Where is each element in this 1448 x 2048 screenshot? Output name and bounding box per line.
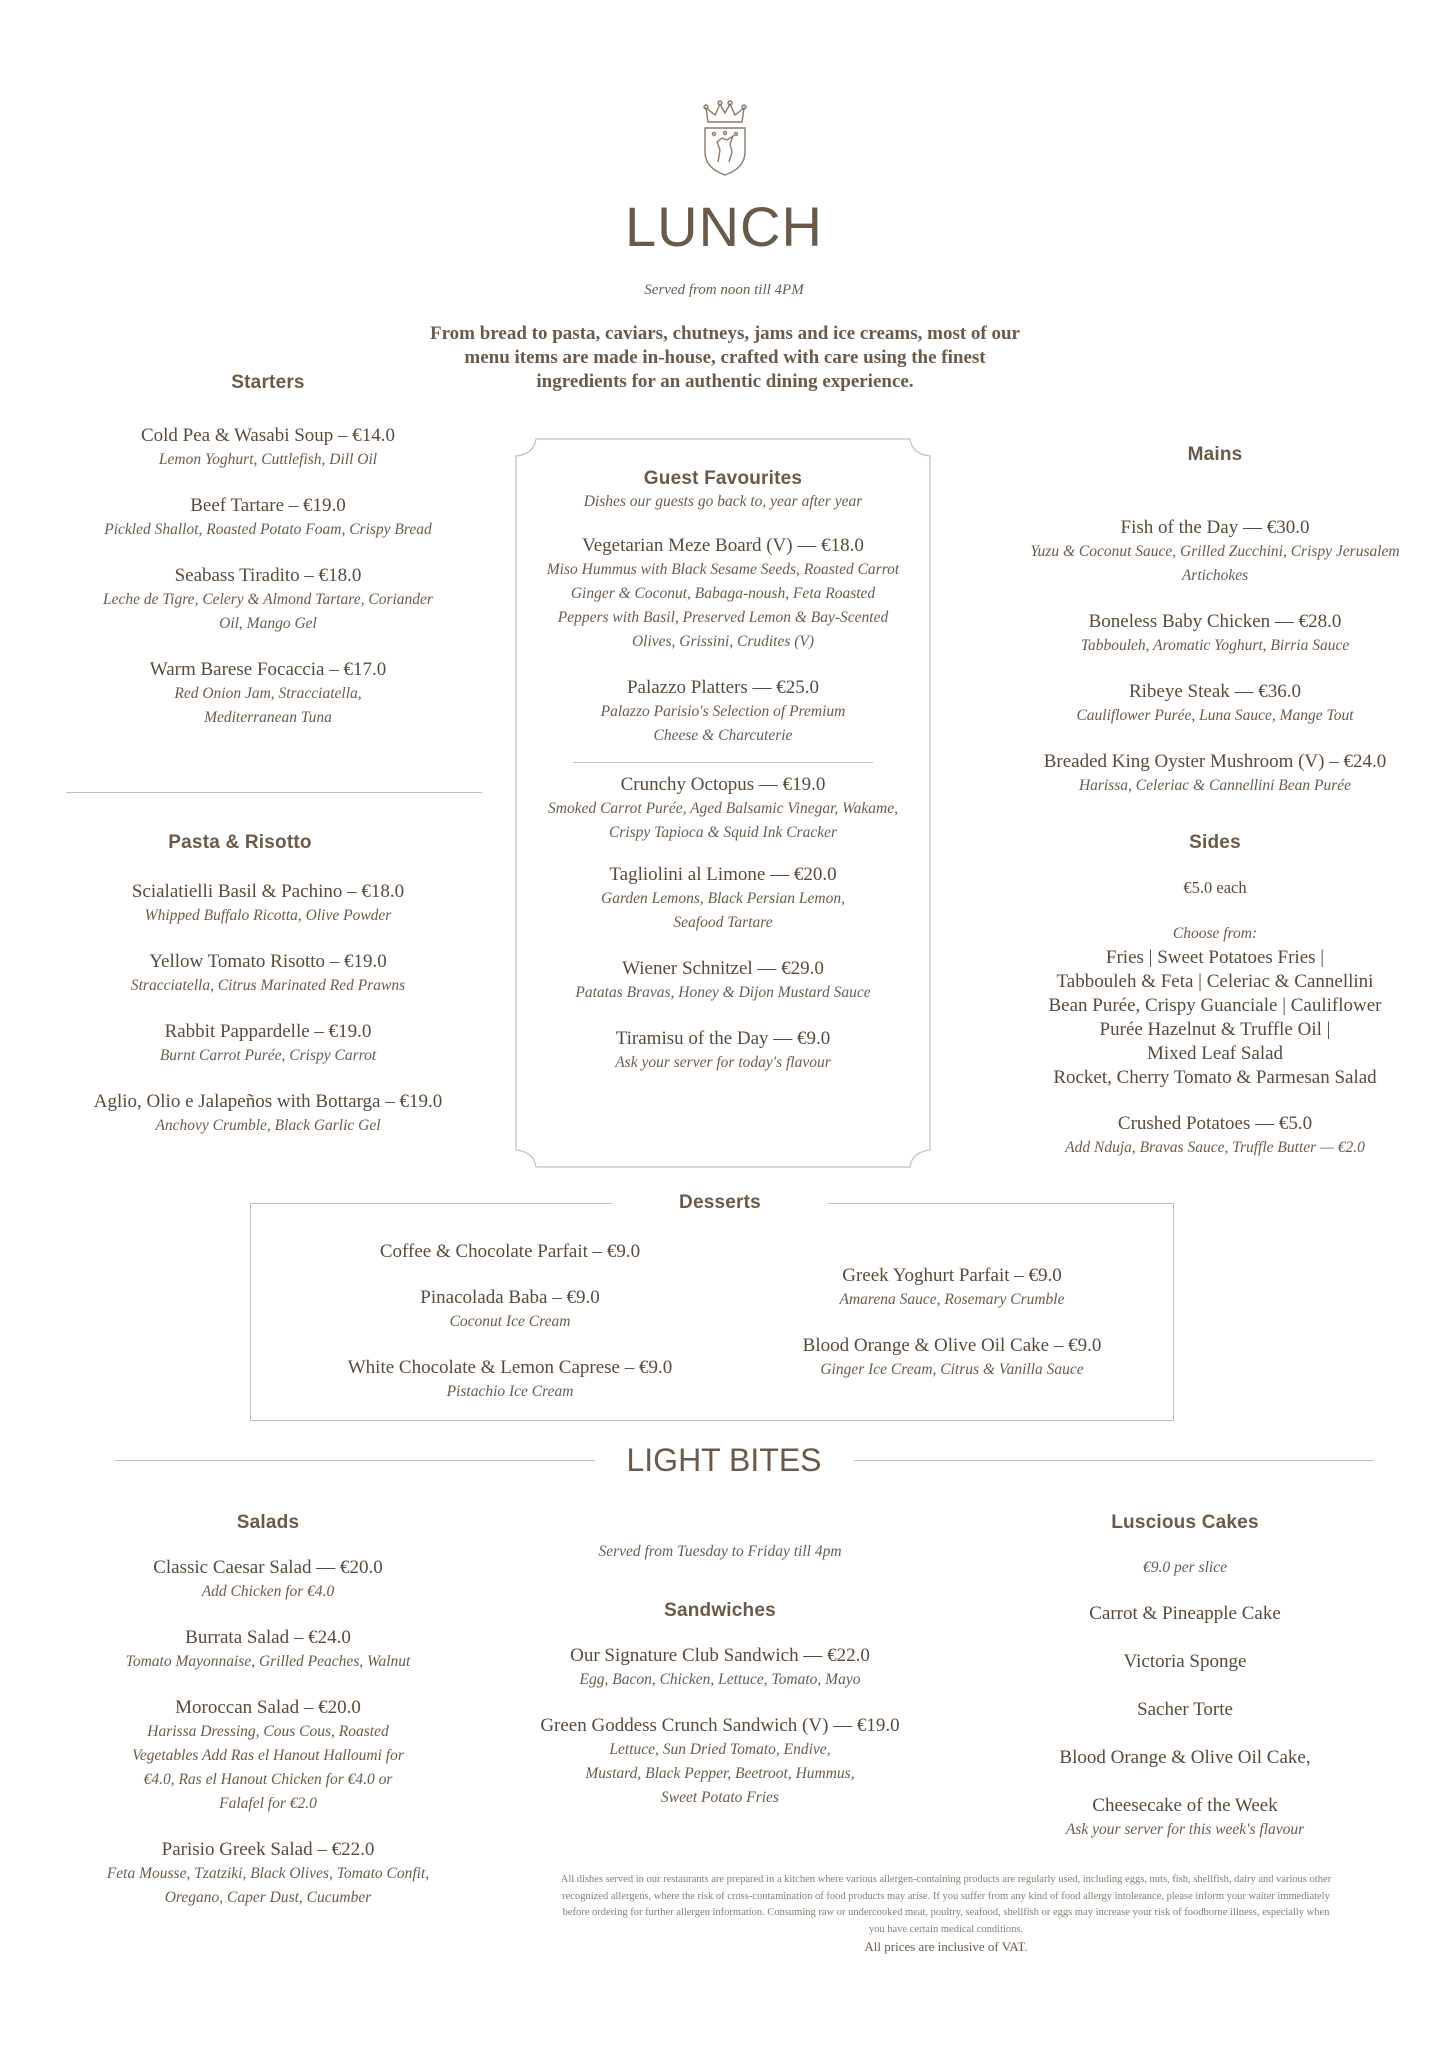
item-name: Crunchy Octopus — €19.0: [620, 774, 826, 795]
menu-item: [290, 1356, 730, 1404]
sides-line: Rocket, Cherry Tomato & Parmesan Salad: [1053, 1067, 1377, 1088]
item-name: Beef Tartare – €19.0: [190, 495, 346, 516]
item-desc: Cauliflower Purée, Luna Sauce, Mange Tout: [1076, 707, 1354, 724]
item-desc: Coconut Ice Cream: [449, 1313, 571, 1330]
item-desc: Egg, Bacon, Chicken, Lettuce, Tomato, Mayo: [579, 1671, 861, 1688]
item-desc: Tabbouleh, Aromatic Yoghurt, Birria Sauce: [1080, 637, 1350, 654]
menu-item: [520, 1644, 920, 1692]
item-desc: Miso Hummus with Black Sesame Seeds, Roasted Carrot Ginger & Coconut, Babaga-noush, Feta Roasted Peppers with Basil, Preserved Lemon & Bay-Scented Olives, Grissini, Crudites (V): [546, 561, 900, 650]
item-desc: Lemon Yoghurt, Cuttlefish, Dill Oil: [158, 451, 378, 468]
item-name: Scialatielli Basil & Pachino – €18.0: [131, 881, 405, 902]
menu-item: [52, 880, 484, 928]
sides-heading: Sides: [1189, 832, 1241, 853]
menu-item: [62, 564, 474, 636]
starters-section: [62, 372, 474, 752]
menu-item: [62, 424, 474, 472]
item-name: Classic Caesar Salad — €20.0: [153, 1557, 383, 1578]
sides-choose: Choose from:: [1172, 925, 1258, 942]
cake-item: Victoria Sponge: [1123, 1651, 1247, 1672]
mains-section: [1010, 444, 1420, 820]
sides-price: €5.0 each: [1183, 878, 1247, 897]
item-name: Crushed Potatoes — €5.0: [1117, 1113, 1313, 1134]
menu-item: [760, 1264, 1144, 1312]
item-desc: Burnt Carrot Purée, Crispy Carrot: [159, 1047, 377, 1064]
item-desc: Feta Mousse, Tzatziki, Black Olives, Tomato Confit, Oregano, Caper Dust, Cucumber: [106, 1865, 430, 1906]
item-desc: Amarena Sauce, Rosemary Crumble: [839, 1291, 1065, 1308]
divider: [66, 792, 482, 793]
sides-line: Mixed Leaf Salad: [1146, 1043, 1284, 1064]
menu-item: [62, 1556, 474, 1604]
menu-item: [540, 773, 906, 845]
item-name: Breaded King Oyster Mushroom (V) – €24.0: [1043, 751, 1387, 772]
menu-item: [1010, 516, 1420, 588]
sides-line: Fries | Sweet Potatoes Fries |: [1105, 947, 1325, 968]
item-name: Greek Yoghurt Parfait – €9.0: [842, 1265, 1062, 1286]
item-desc: Add Nduja, Bravas Sauce, Truffle Butter — €2.0: [1065, 1139, 1365, 1156]
cakes-section: [1000, 1512, 1370, 1842]
salads-section: [62, 1512, 474, 1932]
guest-favourites-subtitle: Dishes our guests go back to, year after year: [583, 493, 863, 510]
sides-line: Tabbouleh & Feta | Celeriac & Cannellini: [1056, 971, 1374, 992]
item-desc: Harissa, Celeriac & Cannellini Bean Purée: [1078, 777, 1352, 794]
divider: [573, 762, 873, 763]
vat-notice: All prices are inclusive of VAT.: [864, 1939, 1028, 1954]
sandwiches-heading: Sandwiches: [664, 1600, 776, 1621]
mains-heading: Mains: [1187, 444, 1243, 465]
item-name: Aglio, Olio e Jalapeños with Bottarga – €19.0: [93, 1091, 443, 1112]
intro-text: From bread to pasta, caviars, chutneys, jams and ice creams, most of our menu items are made in-house, crafted with care using the finest ingredients for an authentic dining experience.: [429, 323, 1020, 392]
pasta-section: [72, 832, 408, 884]
menu-item: [540, 676, 906, 748]
menu-item: [290, 1240, 730, 1264]
item-desc: Harissa Dressing, Cous Cous, Roasted Vegetables Add Ras el Hanout Halloumi for €4.0, Ras el Hanout Chicken for €4.0 or Falafel for €2.0: [132, 1723, 404, 1812]
salads-heading: Salads: [236, 1512, 300, 1533]
item-name: Moroccan Salad – €20.0: [175, 1697, 361, 1718]
item-desc: Palazzo Parisio's Selection of Premium Cheese & Charcuterie: [600, 703, 846, 744]
item-desc: Garden Lemons, Black Persian Lemon, Seafood Tartare: [601, 890, 845, 931]
item-name: Warm Barese Focaccia – €17.0: [149, 659, 387, 680]
item-desc: Anchovy Crumble, Black Garlic Gel: [155, 1117, 381, 1134]
item-name: Ribeye Steak — €36.0: [1128, 681, 1302, 702]
served-note: Served from noon till 4PM: [644, 282, 804, 298]
pasta-items: [52, 880, 484, 1160]
cake-note: Ask your server for this week's flavour: [1065, 1821, 1305, 1838]
item-desc: Yuzu & Coconut Sauce, Grilled Zucchini, Crispy Jerusalem Artichokes: [1030, 543, 1400, 584]
cakes-price: €9.0 per slice: [1143, 1559, 1227, 1576]
cake-item: Blood Orange & Olive Oil Cake,: [1059, 1747, 1311, 1768]
menu-item: [760, 1334, 1144, 1382]
menu-item: [1010, 680, 1420, 728]
menu-item: [52, 1090, 484, 1138]
item-name: Seabass Tiradito – €18.0: [174, 565, 362, 586]
item-desc: Smoked Carrot Purée, Aged Balsamic Vinegar, Wakame, Crispy Tapioca & Squid Ink Cracker: [548, 800, 898, 841]
item-desc: Pistachio Ice Cream: [446, 1383, 574, 1400]
menu-item: [540, 534, 906, 654]
cakes-heading: Luscious Cakes: [1111, 1512, 1259, 1533]
cake-item: Cheesecake of the Week: [1092, 1795, 1278, 1816]
menu-item: [540, 957, 906, 1005]
item-name: Wiener Schnitzel — €29.0: [622, 958, 824, 979]
menu-item: [62, 494, 474, 542]
desserts-heading: Desserts: [679, 1192, 761, 1213]
item-name: Green Goddess Crunch Sandwich (V) — €19.0: [540, 1715, 900, 1736]
item-name: White Chocolate & Lemon Caprese – €9.0: [347, 1357, 673, 1378]
sides-section: [1010, 832, 1420, 1160]
menu-item: [62, 1696, 474, 1816]
light-bites-served: Served from Tuesday to Friday till 4pm: [598, 1543, 842, 1560]
light-bites-title: LIGHT BITES: [626, 1442, 822, 1478]
cake-item: Sacher Torte: [1137, 1699, 1233, 1720]
item-name: Palazzo Platters — €25.0: [626, 677, 820, 698]
menu-item: [1010, 750, 1420, 798]
item-name: Tiramisu of the Day — €9.0: [615, 1028, 831, 1049]
item-desc: Red Onion Jam, Stracciatella, Mediterranean Tuna: [174, 685, 362, 726]
item-name: Parisio Greek Salad – €22.0: [161, 1839, 375, 1860]
item-desc: Lettuce, Sun Dried Tomato, Endive, Mustard, Black Pepper, Beetroot, Hummus, Sweet Potato Fries: [585, 1741, 855, 1806]
item-desc: Ask your server for today's flavour: [615, 1054, 831, 1071]
item-desc: Pickled Shallot, Roasted Potato Foam, Crispy Bread: [104, 521, 432, 538]
item-name: Cold Pea & Wasabi Soup – €14.0: [140, 425, 396, 446]
menu-item: [1010, 610, 1420, 658]
guest-favourites-section: [540, 468, 906, 1097]
menu-item: [540, 1027, 906, 1075]
item-desc: Ginger Ice Cream, Citrus & Vanilla Sauce: [820, 1361, 1084, 1378]
item-name: Tagliolini al Limone — €20.0: [609, 864, 837, 885]
guest-favourites-heading: Guest Favourites: [643, 468, 803, 489]
menu-item: [62, 1626, 474, 1674]
allergen-notice: All dishes served in our restaurants are prepared in a kitchen where various allergen-containing products are regularly used, including eggs, nuts, fish, shellfish, dairy and various other recognized allergens, where the risk of cross-contamination of food products may arise. If you suffer from any kind of food allergy intolerance, please inform your waiter immediately before ordering for further allergen information. Consuming raw or undercooked meat, poultry, seafood, shellfish or eggs may increase your risk of foodborne illness, especially when you have certain medical conditions.: [560, 1874, 1332, 1935]
cake-item: Carrot & Pineapple Cake: [1089, 1603, 1281, 1624]
page-title: LUNCH: [625, 195, 823, 258]
menu-item: [290, 1286, 730, 1334]
desserts-left: [290, 1240, 730, 1426]
starters-heading: Starters: [231, 372, 305, 393]
crest-icon: [700, 100, 750, 178]
desserts-right: [760, 1264, 1144, 1404]
menu-item: [52, 950, 484, 998]
item-name: Rabbit Pappardelle – €19.0: [164, 1021, 372, 1042]
pasta-heading: Pasta & Risotto: [168, 832, 312, 853]
sides-line: Bean Purée, Crispy Guanciale | Cauliflower: [1048, 995, 1382, 1016]
item-name: Our Signature Club Sandwich — €22.0: [570, 1645, 870, 1666]
item-name: Boneless Baby Chicken — €28.0: [1088, 611, 1342, 632]
item-name: Blood Orange & Olive Oil Cake – €9.0: [802, 1335, 1102, 1356]
item-desc: Stracciatella, Citrus Marinated Red Prawns: [130, 977, 406, 994]
item-desc: Add Chicken for €4.0: [201, 1583, 335, 1600]
item-desc: Whipped Buffalo Ricotta, Olive Powder: [144, 907, 392, 924]
menu-item: [62, 658, 474, 730]
item-name: Vegetarian Meze Board (V) — €18.0: [582, 535, 864, 556]
desserts-heading-wrap: [612, 1192, 828, 1214]
item-name: Pinacolada Baba – €9.0: [420, 1287, 600, 1308]
menu-item: [520, 1714, 920, 1810]
item-name: Burrata Salad – €24.0: [185, 1627, 351, 1648]
item-name: Fish of the Day — €30.0: [1120, 517, 1310, 538]
menu-item: [52, 1020, 484, 1068]
menu-item: [540, 863, 906, 935]
menu-item: [62, 1838, 474, 1910]
item-name: Coffee & Chocolate Parfait – €9.0: [379, 1241, 641, 1262]
item-desc: Tomato Mayonnaise, Grilled Peaches, Walnut: [125, 1653, 411, 1670]
item-name: Yellow Tomato Risotto – €19.0: [149, 951, 387, 972]
sandwiches-section: [520, 1540, 920, 1832]
item-desc: Patatas Bravas, Honey & Dijon Mustard Sauce: [575, 984, 871, 1001]
sides-line: Purée Hazelnut & Truffle Oil |: [1099, 1019, 1331, 1040]
item-desc: Leche de Tigre, Celery & Almond Tartare, Coriander Oil, Mango Gel: [103, 591, 433, 632]
